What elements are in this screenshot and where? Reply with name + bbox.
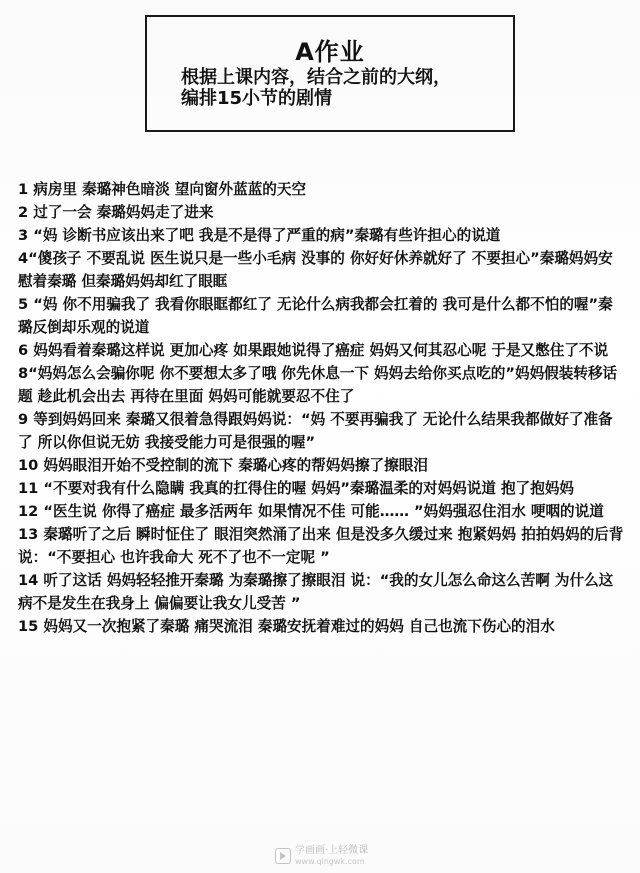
watermark-text: [295, 845, 368, 867]
watermark: [275, 845, 368, 867]
plot-section-10: 10 妈妈眼泪开始不受控制的流下 秦璐心疼的帮妈妈擦了擦眼泪: [18, 457, 428, 474]
plot-section-15: 15 妈妈又一次抱紧了秦璐 痛哭流泪 秦璐安抚着难过的妈妈 自己也流下伤心的泪水: [18, 618, 555, 635]
title-box: [145, 15, 515, 132]
play-logo-icon: [275, 848, 291, 864]
instruction-line-2: 编排15小节的剧情: [181, 88, 333, 109]
plot-section-12: 12 “医生说 你得了癌症 最多活两年 如果情况不佳 可能…… ”妈妈强忍住泪水 哽咽的说道: [18, 503, 604, 520]
plot-section-6: 6 妈妈看着秦璐这样说 更加心疼 如果跟她说得了癌症 妈妈又何其忍心呢 于是又憋住了不说: [18, 342, 609, 359]
plot-section-11: 11 “不要对我有什么隐瞒 我真的扛得住的喔 妈妈”秦璐温柔的对妈妈说道 抱了抱妈妈: [18, 480, 575, 497]
plot-section-8: 8“妈妈怎么会骗你呢 你不要想太多了哦 你先休息一下 妈妈去给你买点吃的”妈妈假装转移话题 趁此机会出去 再待在里面 妈妈可能就要忍不住了: [18, 365, 618, 405]
watermark-brand: 学画画·上轻微课: [295, 845, 369, 856]
plot-outline: [18, 178, 624, 638]
plot-section-9: 9 等到妈妈回来 秦璐又很着急得跟妈妈说：“妈 不要再骗我了 无论什么结果我都做好了准备了 所以你但说无妨 我接受能力可是很强的喔”: [18, 411, 613, 451]
plot-section-13: 13 秦璐听了之后 瞬时怔住了 眼泪突然涌了出来 但是没多久缓过来 抱紧妈妈 拍拍妈妈的后背说：“不要担心 也许我命大 死不了也不一定呢 ”: [18, 526, 624, 566]
page-title: A作业: [295, 38, 365, 66]
plot-section-2: 2 过了一会 秦璐妈妈走了进来: [18, 204, 214, 221]
assignment-instructions: [147, 67, 513, 109]
plot-section-14: 14 听了这话 妈妈轻轻推开秦璐 为秦璐擦了擦眼泪 说：“我的女儿怎么命这么苦啊 为什么这病不是发生在我身上 偏偏要让我女儿受苦 ”: [18, 572, 614, 612]
plot-section-3: 3 “妈 诊断书应该出来了吧 我是不是得了严重的病”秦璐有些许担心的说道: [18, 227, 501, 244]
plot-section-4: 4“傻孩子 不要乱说 医生说只是一些小毛病 没事的 你好好休养就好了 不要担心”秦璐妈妈安慰着秦璐 但秦璐妈妈却红了眼眶: [18, 250, 613, 290]
plot-section-5: 5 “妈 你不用骗我了 我看你眼眶都红了 无论什么病我都会扛着的 我可是什么都不怕的喔”秦璐反倒却乐观的说道: [18, 296, 613, 336]
watermark-url: www.qingwk.com: [295, 857, 365, 866]
plot-section-1: 1 病房里 秦璐神色暗淡 望向窗外蓝蓝的天空: [18, 181, 307, 198]
instruction-line-1: 根据上课内容，结合之前的大纲，: [181, 67, 451, 88]
